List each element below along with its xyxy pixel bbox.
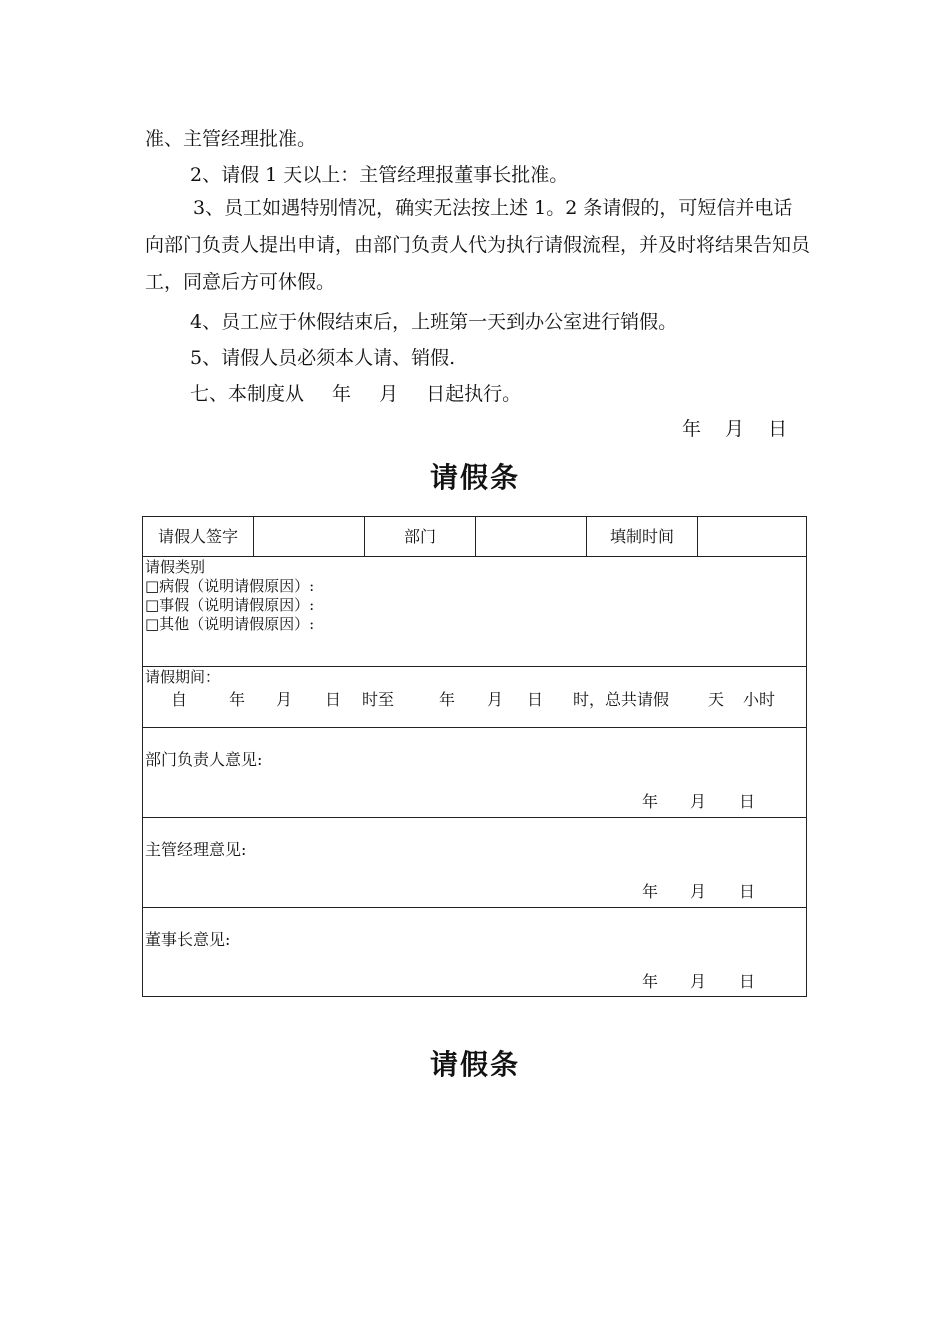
chairman-opinion-label: 董事长意见:: [145, 930, 231, 949]
fill-time-label: 填制时间: [587, 517, 698, 556]
dept-opinion-label: 部门负责人意见:: [145, 750, 263, 769]
date-month: 月: [690, 882, 707, 901]
period-from: 自: [171, 690, 188, 709]
paragraph-item-6: 七、本制度从 年 月 日起执行。: [190, 383, 522, 405]
period-days: 天: [708, 690, 725, 709]
period-month-2: 月: [487, 690, 504, 709]
paragraph-item-2: 2、请假 1 天以上：主管经理报董事长批准。: [190, 164, 569, 186]
personal-leave-checkbox[interactable]: □事假（说明请假原因）:: [145, 596, 315, 614]
dept-opinion-row[interactable]: [143, 727, 806, 817]
paragraph-item-3: 3、员工如遇特别情况，确实无法按上述 1。2 条请假的，可短信并电话向部门负责人提出申请，由部门负责人代为执行请假流程，并及时将结果告知员工，同意后方可休假。: [145, 197, 811, 293]
manager-opinion-label: 主管经理意见:: [145, 840, 247, 859]
date-year: 年: [642, 972, 659, 991]
period-day-2: 日: [527, 690, 544, 709]
date-month: 月: [690, 972, 707, 991]
period-total: 时，总共请假: [573, 690, 670, 709]
date-day: 日: [739, 972, 756, 991]
second-form-title: 请假条: [429, 1048, 520, 1081]
form-title: 请假条: [429, 461, 520, 494]
date-day: 日: [739, 792, 756, 811]
manager-opinion-row[interactable]: [143, 817, 806, 907]
leave-form: [142, 516, 807, 997]
date-month: 月: [690, 792, 707, 811]
period-year-1: 年: [229, 690, 246, 709]
period-hours: 小时: [743, 690, 776, 709]
other-leave-checkbox[interactable]: □其他（说明请假原因）:: [145, 615, 315, 633]
sign-date: 年 月 日: [682, 418, 788, 440]
paragraph-line-1: 准、主管经理批准。: [145, 128, 317, 150]
paragraph-item-5: 5、请假人员必须本人请、销假.: [190, 347, 456, 369]
applicant-field[interactable]: [254, 517, 365, 556]
leave-period-fields[interactable]: [143, 687, 806, 707]
leave-period-row: [143, 666, 806, 727]
leave-type-label: 请假类别: [145, 558, 206, 576]
manager-opinion-date: [143, 879, 806, 899]
period-day-1: 日: [325, 690, 342, 709]
period-year-2: 年: [439, 690, 456, 709]
chairman-opinion-date: [143, 969, 806, 989]
paragraph-item-4: 4、员工应于休假结束后，上班第一天到办公室进行销假。: [190, 311, 678, 333]
sick-leave-checkbox[interactable]: □病假（说明请假原因）:: [145, 577, 315, 595]
chairman-opinion-row[interactable]: [143, 907, 806, 996]
fill-time-field[interactable]: [698, 517, 806, 556]
period-hour-to: 时至: [362, 690, 395, 709]
date-year: 年: [642, 882, 659, 901]
date-year: 年: [642, 792, 659, 811]
dept-field[interactable]: [476, 517, 587, 556]
applicant-label: 请假人签字: [143, 517, 254, 556]
date-day: 日: [739, 882, 756, 901]
leave-period-label: 请假期间：: [145, 668, 221, 686]
form-header-row: [143, 517, 806, 556]
dept-label: 部门: [365, 517, 476, 556]
dept-opinion-date: [143, 789, 806, 809]
period-month-1: 月: [276, 690, 293, 709]
leave-type-row: [143, 556, 806, 666]
